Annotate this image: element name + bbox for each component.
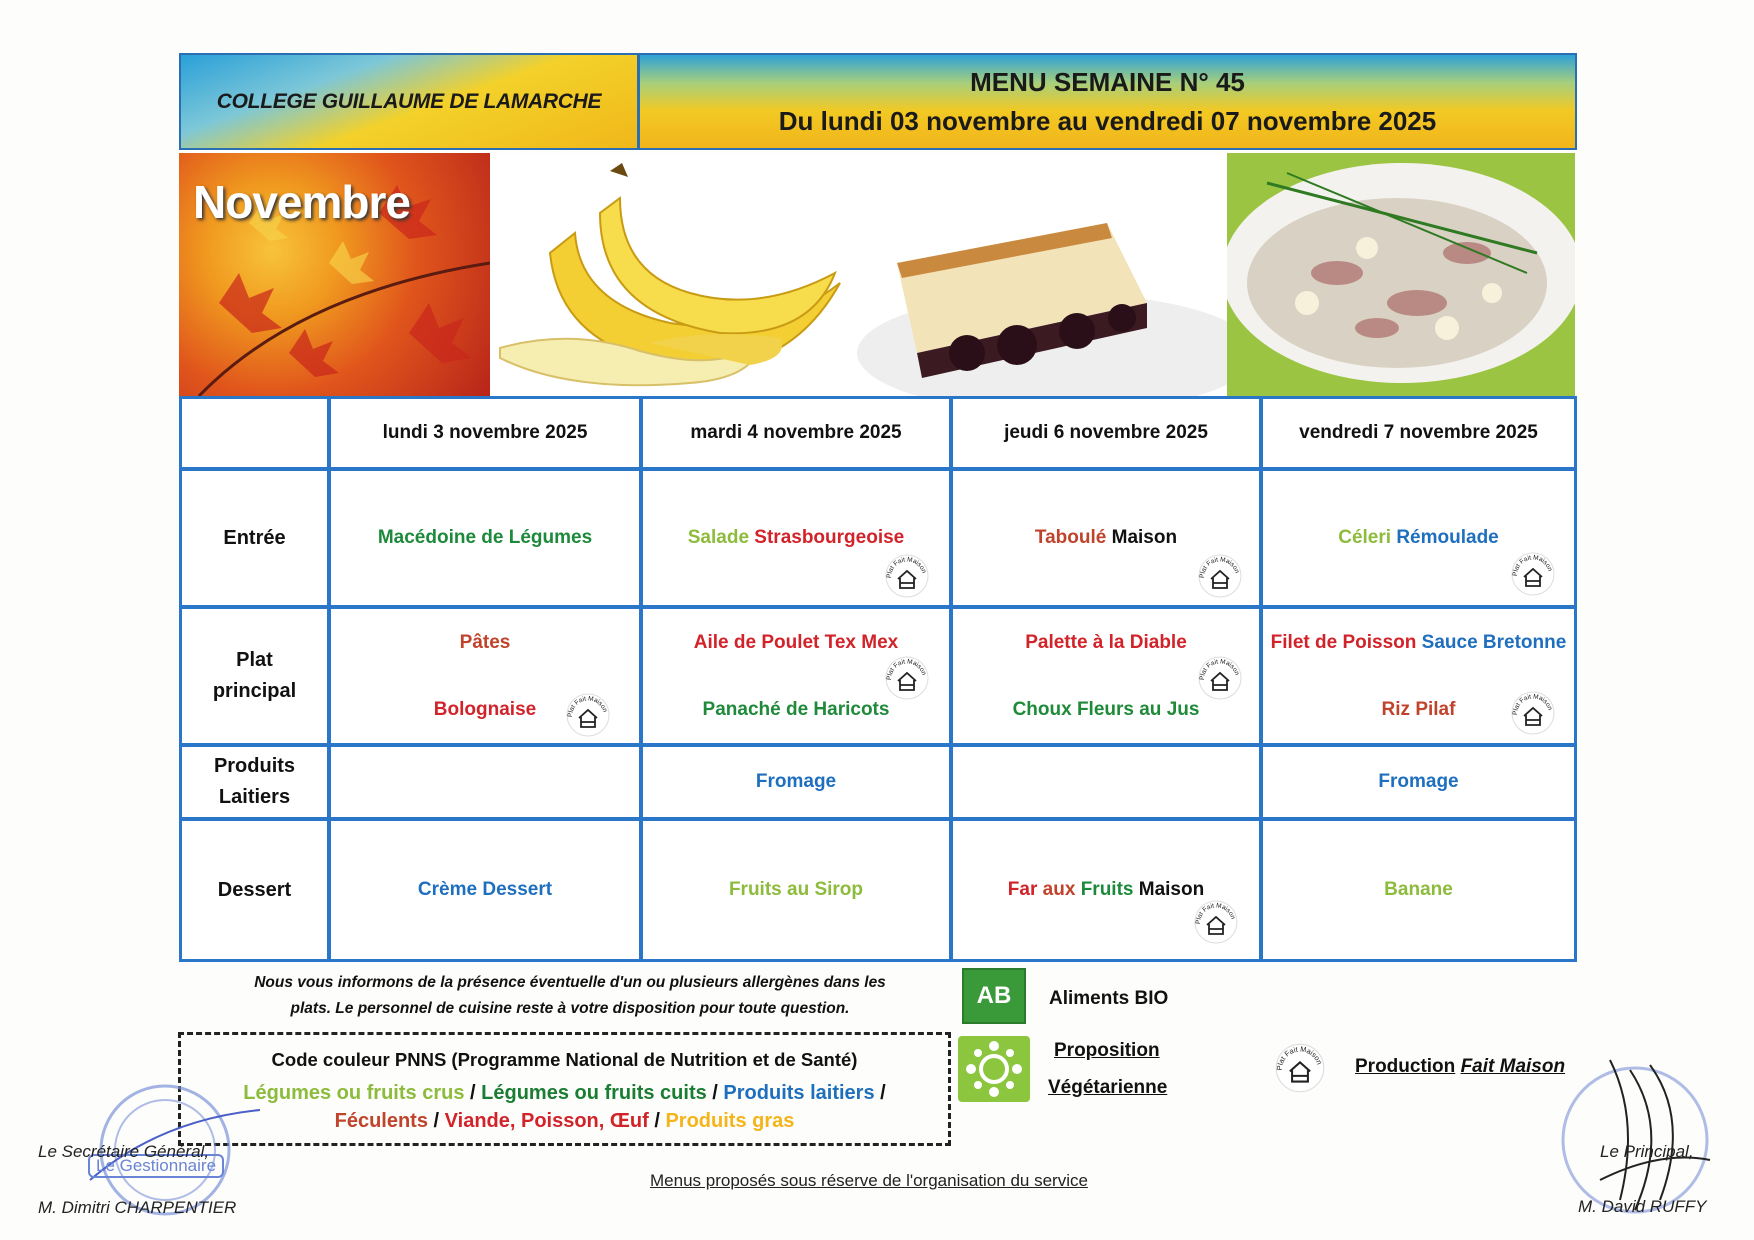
dessert-jeudi-text-c: Fruits: [1080, 879, 1134, 900]
day-header-lundi: lundi 3 novembre 2025: [382, 422, 588, 443]
footer-note: Menus proposés sous réserve de l'organisation du service: [650, 1171, 1088, 1190]
day-header-vendredi: vendredi 7 novembre 2025: [1299, 422, 1538, 443]
fait-maison-logo-icon: [565, 692, 611, 738]
row-header-entree-label: Entrée: [223, 526, 286, 549]
row-header-entree: [182, 471, 327, 605]
fait-maison-logo-icon: [1193, 899, 1239, 945]
veg-label-line1: Proposition: [1054, 1040, 1160, 1061]
row-header-laitiers-line2: Laitiers: [218, 786, 291, 808]
fait-maison-logo-icon: [1274, 1042, 1326, 1094]
pnns-separator: /: [880, 1082, 886, 1104]
svg-text:Plat Fait Maison: Plat Fait Maison: [1274, 1044, 1325, 1071]
laitiers-vendredi: [1263, 747, 1574, 817]
left-stamp-label: Le Gestionnaire: [88, 1154, 224, 1178]
laitiers-vendredi-text: Fromage: [1378, 771, 1459, 792]
fait-maison-logo-icon: [1510, 690, 1556, 736]
right-stamp: [1540, 1040, 1730, 1220]
svg-text:Plat Fait Maison: Plat Fait Maison: [1194, 902, 1237, 925]
laitiers-mardi: [643, 747, 949, 817]
svg-text:Plat Fait Maison: Plat Fait Maison: [566, 695, 609, 718]
pnns-raw-veg: Légumes ou fruits crus: [243, 1082, 465, 1104]
school-name: COLLEGE GUILLAUME DE LAMARCHE: [216, 89, 602, 113]
right-signatory-title: Le Principal,: [1600, 1142, 1694, 1161]
far-breton-image: [857, 153, 1227, 396]
svg-text:Plat Fait Maison: Plat Fait Maison: [1198, 556, 1241, 579]
dessert-mardi-text: Fruits au Sirop: [728, 879, 864, 900]
banana-image: [490, 153, 857, 396]
autumn-leaves-image: [179, 153, 490, 396]
school-name-box: [181, 55, 640, 148]
menu-title-box: [640, 55, 1575, 148]
dessert-lundi: [331, 821, 639, 959]
dessert-vendredi: [1263, 821, 1574, 959]
row-header-laitiers-line1: Produits: [213, 755, 296, 777]
dessert-mardi: [643, 821, 949, 959]
svg-text:Plat Fait Maison: Plat Fait Maison: [885, 556, 928, 579]
menu-title: MENU SEMAINE N° 45: [970, 66, 1245, 97]
plat-lundi-line2: Bolognaise: [433, 698, 537, 720]
day-header-mardi: mardi 4 novembre 2025: [690, 422, 902, 443]
row-header-plat-line2: principal: [212, 680, 297, 702]
plat-mardi-line1: Aile de Poulet Tex Mex: [693, 631, 899, 653]
vegetarian-logo-icon: [958, 1036, 1030, 1102]
bio-label: Aliments BIO: [1049, 988, 1169, 1009]
menu-header: [179, 53, 1577, 150]
pnns-fat: Produits gras: [665, 1110, 795, 1132]
left-signatory-name: M. Dimitri CHARPENTIER: [38, 1198, 237, 1217]
entree-lundi-text: Macédoine de Légumes: [377, 527, 593, 548]
svg-text:Plat Fait Maison: Plat Fait Maison: [1511, 693, 1554, 716]
fait-maison-logo-icon: [1197, 553, 1243, 599]
menu-table: [179, 396, 1577, 962]
plat-lundi-line1: Pâtes: [459, 631, 511, 653]
ab-bio-logo: [962, 968, 1026, 1024]
veg-label-line2: Végétarienne: [1048, 1077, 1168, 1098]
fish-dish-image: [1227, 153, 1575, 396]
laitiers-lundi: [331, 747, 639, 817]
plat-jeudi-line2: Choux Fleurs au Jus: [1012, 698, 1200, 720]
plat-vendredi-line1-a: Filet de Poisson: [1270, 631, 1417, 653]
fait-maison-logo-icon: [1197, 655, 1243, 701]
date-range: Du lundi 03 novembre au vendredi 07 novembre 2025: [778, 105, 1437, 136]
laitiers-mardi-text: Fromage: [755, 771, 837, 792]
dessert-lundi-text: Crème Dessert: [417, 879, 553, 900]
svg-text:Plat Fait Maison: Plat Fait Maison: [1198, 658, 1241, 681]
pnns-starch: Féculents: [334, 1110, 428, 1132]
entree-mardi-text-b: Strasbourgeoise: [754, 527, 905, 548]
entree-mardi-text-a: Salade: [687, 527, 750, 548]
pnns-items: [181, 1079, 948, 1135]
laitiers-jeudi: [953, 747, 1259, 817]
left-signatory-title: Le Secrétaire Général,: [38, 1142, 210, 1161]
pnns-title: Code couleur PNNS (Programme National de Nutrition et de Santé): [271, 1049, 858, 1070]
pnns-color-legend: [178, 1032, 951, 1146]
fait-maison-logo-icon: [884, 553, 930, 599]
plat-jeudi-line1: Palette à la Diable: [1025, 631, 1187, 653]
dessert-jeudi-text-b: aux: [1042, 879, 1076, 900]
svg-text:Plat Fait Maison: Plat Fait Maison: [1511, 554, 1554, 577]
fait-maison-label: [1355, 1056, 1565, 1078]
pnns-cooked-veg: Légumes ou fruits cuits: [481, 1082, 707, 1104]
pnns-separator: /: [712, 1082, 718, 1104]
plat-vendredi-line2: Riz Pilaf: [1381, 698, 1456, 720]
dessert-jeudi-text-d: Maison: [1138, 879, 1205, 900]
fait-maison-label-b: Fait Maison: [1460, 1056, 1566, 1077]
pnns-separator: /: [470, 1082, 476, 1104]
pnns-meat: Viande, Poisson, Œuf: [444, 1110, 649, 1132]
row-header-dessert-label: Dessert: [217, 878, 292, 901]
dessert-vendredi-text: Banane: [1384, 879, 1453, 900]
row-header-laitiers: [182, 747, 327, 817]
entree-jeudi-text-b: Maison: [1111, 527, 1178, 548]
allergen-line1: Nous vous informons de la présence éventuelle d'un ou plusieurs allergènes dans les: [254, 974, 886, 991]
ab-bio-logo-text: AB: [976, 982, 1012, 1009]
pnns-separator: /: [433, 1110, 440, 1132]
dessert-jeudi-text-a: Far: [1007, 879, 1038, 900]
fait-maison-label-a: Production: [1355, 1056, 1456, 1077]
allergen-notice: [200, 970, 940, 1022]
day-header-jeudi: jeudi 6 novembre 2025: [1004, 422, 1208, 443]
entree-jeudi-text-a: Taboulé: [1034, 527, 1107, 548]
entree-vendredi-text-a: Céleri: [1338, 527, 1392, 548]
allergen-line2: plats. Le personnel de cuisine reste à votre disposition pour toute question.: [290, 1000, 850, 1017]
entree-lundi: [331, 471, 639, 605]
pnns-separator: /: [654, 1110, 660, 1132]
fait-maison-logo-icon: [1510, 551, 1556, 597]
photo-banner: [179, 153, 1575, 396]
entree-vendredi-text-b: Rémoulade: [1396, 527, 1499, 548]
plat-mardi-line2: Panaché de Haricots: [702, 698, 890, 720]
fait-maison-logo-icon: [884, 655, 930, 701]
month-label: Novembre: [193, 176, 410, 228]
row-header-plat-line1: Plat: [236, 649, 273, 671]
row-header-dessert: [182, 821, 327, 959]
svg-text:Plat Fait Maison: Plat Fait Maison: [885, 658, 928, 681]
pnns-dairy: Produits laitiers: [723, 1082, 875, 1104]
plat-vendredi-line1-b: Sauce Bretonne: [1421, 631, 1567, 653]
row-header-plat: [182, 609, 327, 743]
right-signatory-name: M. David RUFFY: [1578, 1197, 1707, 1216]
